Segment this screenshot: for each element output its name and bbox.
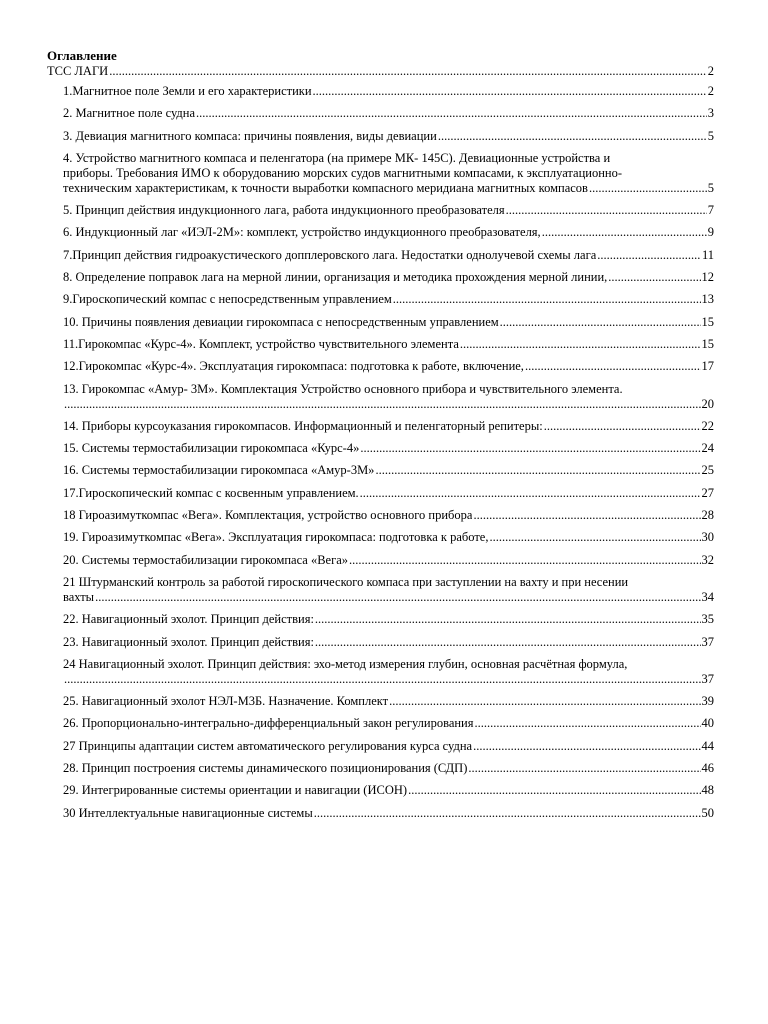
toc-entry-row [63, 553, 714, 568]
toc-entry-title: 26. Пропорционально-интегрально-дифференциальный закон регулирования [63, 716, 474, 731]
toc-entry-title: 9.Гироскопический компас с непосредственным управлением [63, 292, 392, 307]
dot-leader [544, 419, 701, 434]
toc-entry[interactable] [47, 129, 714, 144]
toc-entry-row [63, 248, 714, 263]
toc-entry[interactable] [47, 716, 714, 731]
toc-entry[interactable] [47, 806, 714, 821]
toc-page-number: 35 [701, 612, 714, 627]
dot-leader [315, 635, 701, 650]
toc-entry[interactable] [47, 64, 714, 79]
toc-entry-row [63, 337, 714, 352]
toc-entry-row [63, 225, 714, 240]
toc-entry-title: 23. Навигационный эхолот. Принцип действия: [63, 634, 314, 649]
toc-page-number: 32 [701, 552, 714, 567]
toc-entry-row [63, 84, 714, 99]
toc-page-number: 5 [707, 180, 714, 195]
toc-page-number: 13 [701, 292, 714, 307]
toc-page-number: 37 [701, 634, 714, 649]
toc-entry[interactable] [47, 486, 714, 501]
toc-entry-row [63, 806, 714, 821]
toc-entry[interactable] [47, 739, 714, 754]
toc-entry-title-line: 4. Устройство магнитного компаса и пеленгатора (на примере МК- 145С). Девиационные устройства и [63, 150, 611, 165]
toc-entry-title: 12.Гирокомпас «Курс-4». Эксплуатация гирокомпаса: подготовка к работе, включение, [63, 359, 524, 374]
toc-entry[interactable] [47, 612, 714, 627]
toc-entry-title: 22. Навигационный эхолот. Принцип действия: [63, 612, 314, 627]
toc-entry[interactable] [47, 419, 714, 434]
dot-leader [475, 716, 701, 731]
toc-entry[interactable] [47, 151, 714, 196]
toc-entry-row [63, 739, 714, 754]
toc-page-number: 39 [701, 694, 714, 709]
dot-leader [408, 783, 700, 798]
toc-entry-title-line: приборы. Требования ИМО к оборудованию морских судов магнитными компасами, к эксплуатационно- [63, 165, 623, 180]
dot-leader [525, 359, 701, 374]
toc-entry[interactable] [47, 292, 714, 307]
toc-page-number: 24 [701, 441, 714, 456]
toc-entry[interactable] [47, 657, 714, 687]
toc-entry[interactable] [47, 248, 714, 263]
dot-leader [375, 463, 700, 478]
toc-entry-row [63, 463, 714, 478]
dot-leader [64, 672, 701, 687]
toc-entry-title: 29. Интегрированные системы ориентации и навигации (ИСОН) [63, 783, 408, 798]
toc-entry-title: 3. Девиация магнитного компаса: причины появления, виды девиации [63, 128, 437, 143]
toc-entry[interactable] [47, 203, 714, 218]
toc-entry-row [47, 64, 714, 79]
dot-leader [360, 486, 701, 501]
toc-entry[interactable] [47, 225, 714, 240]
toc-entry-title: 2. Магнитное поле судна [63, 106, 196, 121]
toc-entry[interactable] [47, 270, 714, 285]
dot-leader [500, 315, 701, 330]
toc-entry-title: 18 Гироазимуткомпас «Вега». Комплектация, устройство основного прибора [63, 508, 473, 523]
toc-entry-title: 7.Принцип действия гидроакустического допплеровского лага. Недостатки однолучевой схемы лага [63, 247, 597, 262]
dot-leader [349, 553, 700, 568]
toc-page-number: 27 [701, 485, 714, 500]
toc-entry-title: 19. Гироазимуткомпас «Вега». Эксплуатация гирокомпаса: подготовка к работе, [63, 530, 489, 545]
toc-page-number: 40 [701, 716, 714, 731]
toc-entry-title-line: 21 Штурманский контроль за работой гироскопического компаса при заступлении на вахту и при несении [63, 574, 629, 589]
dot-leader [608, 270, 700, 285]
toc-page-number: 15 [701, 314, 714, 329]
toc-page-number: 50 [701, 805, 714, 820]
dot-leader [109, 64, 707, 79]
toc-page-number: 17 [701, 359, 714, 374]
toc-entry-row [63, 292, 714, 307]
toc-entry-title: 17.Гироскопический компас с косвенным управлением. [63, 485, 359, 500]
toc-entry[interactable] [47, 463, 714, 478]
toc-page-number: 48 [701, 783, 714, 798]
toc-entry-title-line: 24 Навигационный эхолот. Принцип действия: эхо-метод измерения глубин, основная расчётная формула, [63, 656, 628, 671]
toc-entry-row [63, 397, 714, 412]
toc-page-number: 37 [701, 671, 714, 686]
toc-page-number: 9 [707, 225, 714, 240]
dot-leader [315, 612, 701, 627]
toc-entry-title: 1.Магнитное поле Земли и его характеристики [63, 84, 312, 98]
toc-entry[interactable] [47, 359, 714, 374]
toc-entry[interactable] [47, 635, 714, 650]
toc-page-number: 11 [701, 247, 714, 262]
toc-entry-title: 14. Приборы курсоуказания гирокомпасов. Информационный и пеленгаторный репитеры: [63, 418, 543, 433]
toc-entry-row [63, 129, 714, 144]
toc-entry-title: техническим характеристикам, к точности выработки компасного меридиана магнитных компасов [63, 180, 588, 195]
table-of-contents [47, 64, 714, 828]
toc-entry[interactable] [47, 315, 714, 330]
toc-page-number: 7 [707, 203, 714, 218]
toc-entry-row [63, 441, 714, 456]
toc-page-number: 34 [701, 589, 714, 604]
toc-entry-title: 15. Системы термостабилизации гирокомпаса «Курс-4» [63, 441, 360, 456]
toc-entry-title: 25. Навигационный эхолот НЭЛ-М3Б. Назначение. Комплект [63, 694, 389, 709]
dot-leader [468, 761, 700, 776]
toc-entry[interactable] [47, 553, 714, 568]
dot-leader [196, 106, 707, 121]
toc-entry[interactable] [47, 106, 714, 121]
toc-entry-title-line: 13. Гирокомпас «Амур- 3М». Комплектация Устройство основного прибора и чувствительного элемента. [63, 381, 623, 396]
dot-leader [542, 225, 707, 240]
toc-entry-row [63, 419, 714, 434]
toc-entry[interactable] [47, 84, 714, 99]
toc-page-number: 44 [701, 738, 714, 753]
dot-leader [389, 694, 700, 709]
dot-leader [460, 337, 701, 352]
toc-entry-title: 30 Интеллектуальные навигационные системы [63, 805, 313, 820]
dot-leader [597, 248, 701, 263]
toc-entry-title: 10. Причины появления девиации гирокомпаса с непосредственным управлением [63, 314, 499, 329]
toc-page-number: 5 [707, 128, 714, 143]
toc-entry-row [63, 761, 714, 776]
toc-entry[interactable] [47, 337, 714, 352]
toc-page-number: 15 [701, 336, 714, 351]
toc-entry-row [63, 181, 714, 196]
dot-leader [360, 441, 700, 456]
toc-page-number: 30 [701, 530, 714, 545]
toc-entry-row [63, 315, 714, 330]
toc-entry-title: 20. Системы термостабилизации гирокомпаса «Вега» [63, 552, 349, 567]
toc-entry-row [63, 486, 714, 501]
toc-page-number: 2 [707, 64, 714, 78]
toc-entry-title: 11.Гирокомпас «Курс-4». Комплект, устройство чувствительного элемента [63, 336, 459, 351]
toc-entry-row [63, 508, 714, 523]
toc-page-number: 12 [701, 270, 714, 285]
toc-entry-title: 28. Принцип построения системы динамического позиционирования (СДП) [63, 761, 468, 776]
toc-entry-row [63, 270, 714, 285]
dot-leader [95, 590, 700, 605]
toc-page-number: 46 [701, 761, 714, 776]
toc-entry-row [63, 203, 714, 218]
toc-entry-row [63, 612, 714, 627]
toc-entry-title: 16. Системы термостабилизации гирокомпаса «Амур-3М» [63, 463, 375, 478]
toc-entry-row [63, 590, 714, 605]
toc-entry-row [63, 359, 714, 374]
toc-page-number: 22 [701, 418, 714, 433]
toc-entry-row [63, 716, 714, 731]
toc-entry-title: вахты [63, 589, 95, 604]
toc-entry[interactable] [47, 508, 714, 523]
toc-entry[interactable] [47, 575, 714, 605]
dot-leader [589, 181, 707, 196]
dot-leader [438, 129, 707, 144]
toc-page-number: 25 [701, 463, 714, 478]
toc-entry[interactable] [47, 783, 714, 798]
toc-entry[interactable] [47, 441, 714, 456]
toc-entry-title: 6. Индукционный лаг «ИЭЛ-2М»: комплект, устройство индукционного преобразователя, [63, 225, 541, 240]
toc-entry-title: ТСС ЛАГИ [47, 64, 109, 78]
toc-entry-title: 5. Принцип действия индукционного лага, работа индукционного преобразователя [63, 203, 505, 218]
toc-entry-row [63, 106, 714, 121]
dot-leader [489, 530, 700, 545]
toc-page-number: 3 [707, 106, 714, 121]
dot-leader [64, 397, 701, 412]
toc-entry[interactable] [47, 530, 714, 545]
dot-leader [314, 806, 701, 821]
toc-entry-row [63, 635, 714, 650]
toc-entry-row [63, 783, 714, 798]
dot-leader [473, 508, 700, 523]
toc-entry-row [63, 694, 714, 709]
toc-page-number: 20 [701, 396, 714, 411]
dot-leader [473, 739, 700, 754]
dot-leader [393, 292, 701, 307]
toc-entry[interactable] [47, 382, 714, 412]
toc-entry[interactable] [47, 761, 714, 776]
toc-page-number: 28 [701, 508, 714, 523]
toc-page-number: 2 [707, 84, 714, 98]
dot-leader [313, 84, 707, 99]
toc-heading: Оглавление [47, 48, 117, 63]
toc-entry-title: 27 Принципы адаптации систем автоматического регулирования курса судна [63, 738, 473, 753]
toc-entry-row [63, 530, 714, 545]
toc-entry[interactable] [47, 694, 714, 709]
toc-entry-row [63, 672, 714, 687]
dot-leader [506, 203, 707, 218]
toc-entry-title: 8. Определение поправок лага на мерной линии, организация и методика прохождения мерной линии, [63, 270, 608, 285]
